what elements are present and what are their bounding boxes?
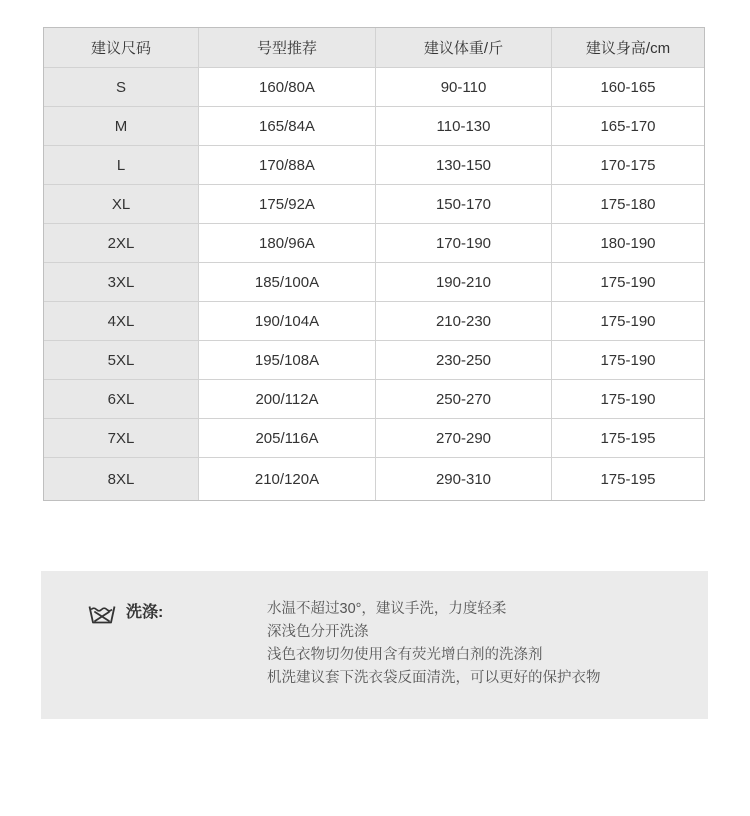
model-cell: 200/112A: [199, 380, 376, 419]
size-cell: 8XL: [44, 458, 199, 500]
height-cell: 175-190: [552, 263, 704, 302]
weight-cell: 210-230: [376, 302, 552, 341]
instruction-line: 深浅色分开洗涤: [267, 624, 369, 640]
weight-cell: 130-150: [376, 146, 552, 185]
size-cell: 5XL: [44, 341, 199, 380]
size-chart-table: [43, 27, 705, 501]
weight-cell: 290-310: [376, 458, 552, 500]
size-cell: 2XL: [44, 224, 199, 263]
header-model: 号型推荐: [199, 28, 376, 68]
weight-cell: 90-110: [376, 68, 552, 107]
model-cell: 210/120A: [199, 458, 376, 500]
model-cell: 165/84A: [199, 107, 376, 146]
model-cell: 170/88A: [199, 146, 376, 185]
height-cell: 175-195: [552, 419, 704, 458]
size-cell: XL: [44, 185, 199, 224]
model-cell: 195/108A: [199, 341, 376, 380]
weight-cell: 250-270: [376, 380, 552, 419]
height-cell: 175-190: [552, 302, 704, 341]
header-size: 建议尺码: [44, 28, 199, 68]
height-cell: 175-195: [552, 458, 704, 500]
header-height: 建议身高/cm: [552, 28, 704, 68]
instruction-line: 浅色衣物切勿使用含有荧光增白剂的洗涤剂: [267, 647, 543, 663]
model-cell: 175/92A: [199, 185, 376, 224]
size-cell: M: [44, 107, 199, 146]
height-cell: 170-175: [552, 146, 704, 185]
height-cell: 160-165: [552, 68, 704, 107]
instruction-line: 机洗建议套下洗衣袋反面清洗，可以更好的保护衣物: [267, 670, 601, 686]
washing-label: 洗涤:: [126, 604, 164, 621]
size-cell: 7XL: [44, 419, 199, 458]
size-cell: L: [44, 146, 199, 185]
model-cell: 180/96A: [199, 224, 376, 263]
weight-cell: 270-290: [376, 419, 552, 458]
size-cell: S: [44, 68, 199, 107]
weight-cell: 170-190: [376, 224, 552, 263]
weight-cell: 190-210: [376, 263, 552, 302]
washing-instructions: [267, 598, 601, 690]
size-cell: 4XL: [44, 302, 199, 341]
weight-cell: 110-130: [376, 107, 552, 146]
weight-cell: 230-250: [376, 341, 552, 380]
size-cell: 6XL: [44, 380, 199, 419]
model-cell: 160/80A: [199, 68, 376, 107]
washing-care-panel: [41, 571, 708, 719]
instruction-line: 水温不超过30°，建议手洗，力度轻柔: [267, 601, 507, 617]
height-cell: 165-170: [552, 107, 704, 146]
height-cell: 175-190: [552, 341, 704, 380]
height-cell: 175-180: [552, 185, 704, 224]
height-cell: 175-190: [552, 380, 704, 419]
model-cell: 185/100A: [199, 263, 376, 302]
header-weight: 建议体重/斤: [376, 28, 552, 68]
size-cell: 3XL: [44, 263, 199, 302]
model-cell: 190/104A: [199, 302, 376, 341]
weight-cell: 150-170: [376, 185, 552, 224]
model-cell: 205/116A: [199, 419, 376, 458]
height-cell: 180-190: [552, 224, 704, 263]
crossed-wash-tub-icon: [88, 604, 116, 624]
